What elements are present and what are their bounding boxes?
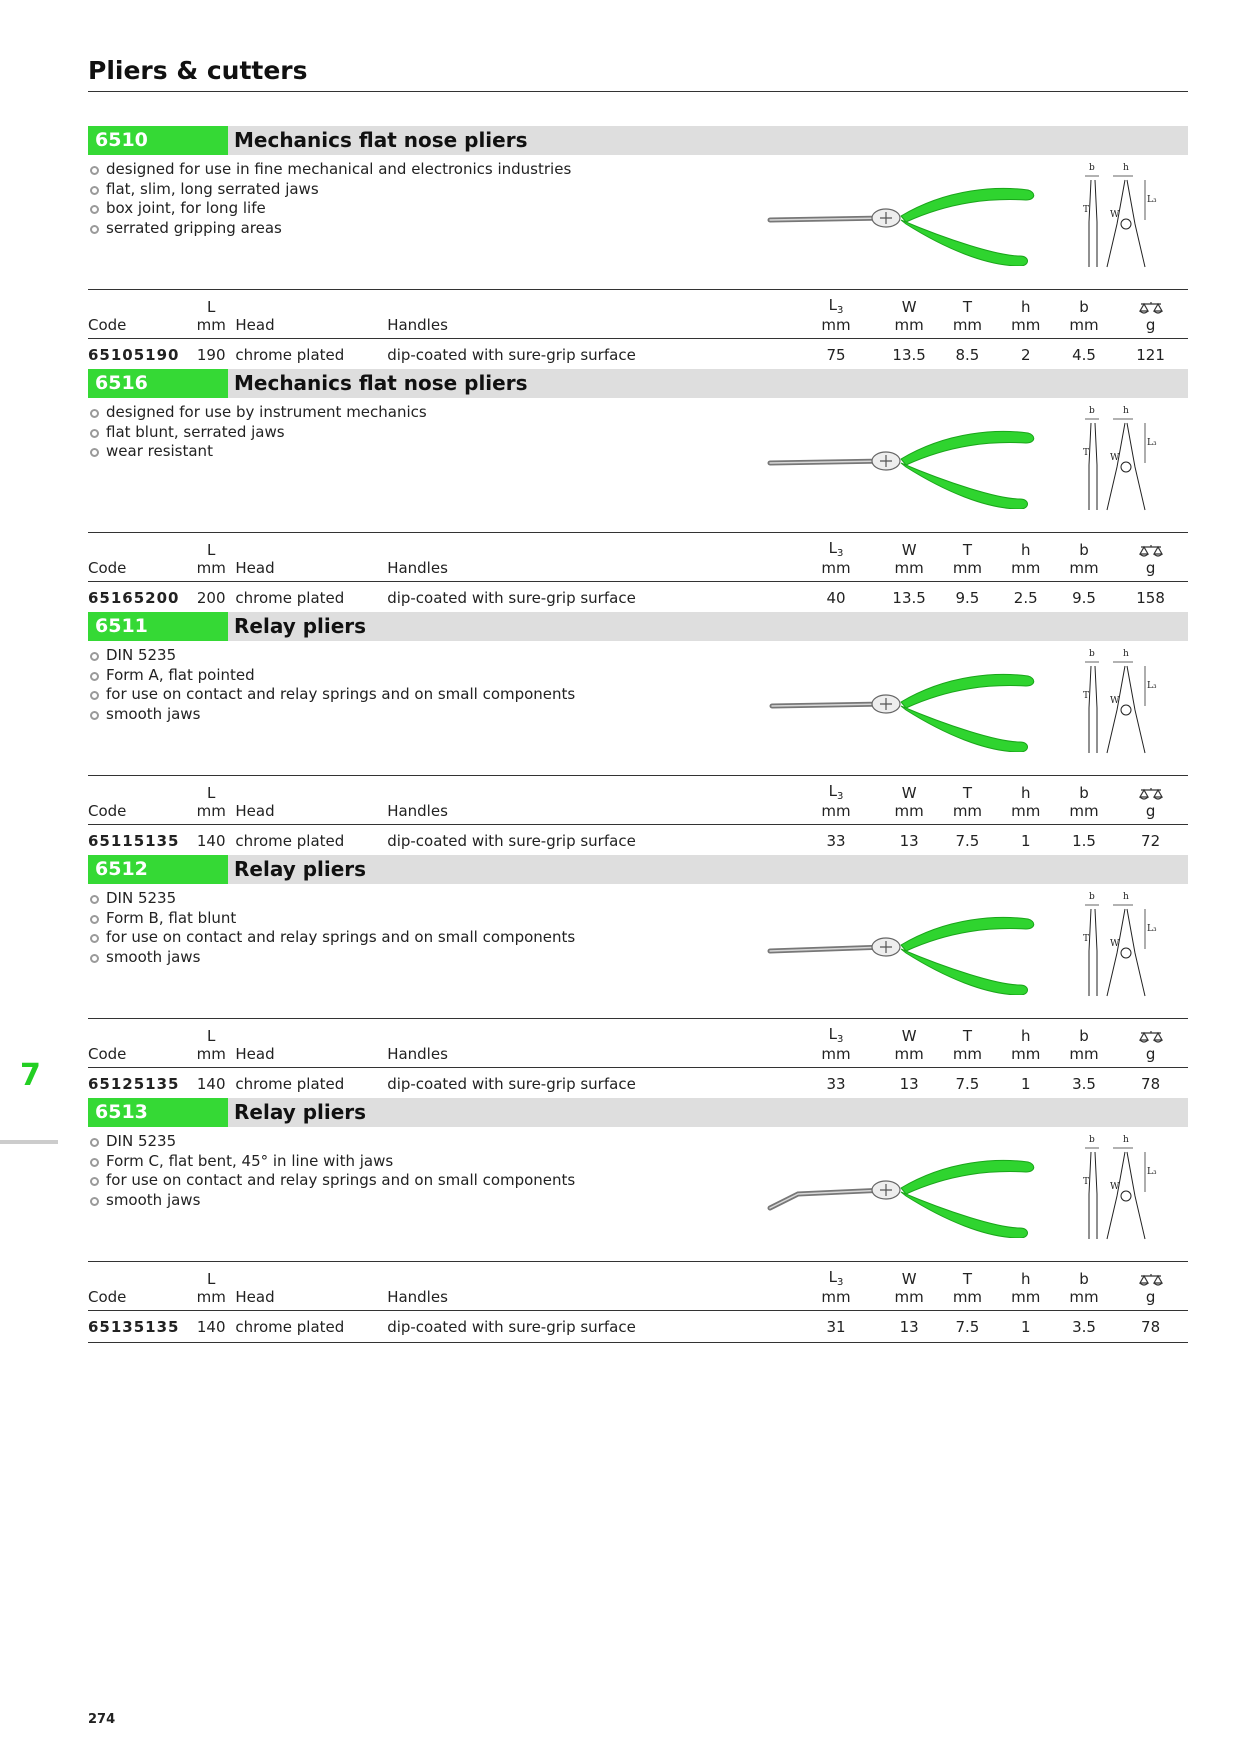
unit-b: mm (1055, 1288, 1113, 1311)
unit-b: mm (1055, 316, 1113, 339)
col-header-handles: Handles (387, 559, 792, 582)
article-number: 6510 (88, 126, 228, 155)
col-header-T: T (938, 776, 996, 803)
feature-item: DIN 5235 (88, 1132, 575, 1152)
table-row (88, 1311, 1188, 1343)
article-code: 65105190 (88, 339, 187, 371)
handle-finish: dip-coated with sure-grip surface (387, 1068, 792, 1100)
article-code: 65165200 (88, 582, 187, 614)
svg-text:T: T (1083, 205, 1090, 215)
scale-icon (1138, 1030, 1164, 1044)
svg-text:h: h (1123, 163, 1129, 173)
col-header-T: T (938, 1019, 996, 1046)
feature-item: smooth jaws (88, 948, 575, 968)
col-header-handles: Handles (387, 1045, 792, 1068)
handle-finish: dip-coated with sure-grip surface (387, 825, 792, 857)
spec-table (88, 1261, 1188, 1343)
b-value: 9.5 (1055, 582, 1113, 614)
svg-text:T: T (1083, 934, 1090, 944)
dimension-diagram (1083, 648, 1188, 760)
weight-value: 158 (1113, 582, 1188, 614)
product-section-6513 (88, 1098, 1188, 1346)
svg-text:b: b (1089, 163, 1095, 173)
weight-value: 78 (1113, 1068, 1188, 1100)
b-value: 3.5 (1055, 1311, 1113, 1343)
article-number: 6516 (88, 369, 228, 398)
chapter-tab-bar (0, 1140, 58, 1144)
col-header-T: T (938, 533, 996, 560)
feature-item: smooth jaws (88, 1191, 575, 1211)
l3-value: 40 (792, 582, 880, 614)
svg-text:L₃: L₃ (1147, 681, 1157, 691)
feature-list (88, 889, 575, 967)
product-title: Relay pliers (234, 857, 367, 881)
svg-text:h: h (1123, 406, 1129, 416)
feature-item: Form A, flat pointed (88, 666, 575, 686)
col-header-W: W (880, 533, 938, 560)
w-value: 13.5 (880, 582, 938, 614)
unit-L: mm (187, 316, 235, 339)
article-code: 65135135 (88, 1311, 187, 1343)
feature-list (88, 646, 575, 724)
feature-item: flat blunt, serrated jaws (88, 423, 427, 443)
pliers-image (758, 1150, 1138, 1238)
feature-item: designed for use by instrument mechanics (88, 403, 427, 423)
col-header-head: Head (235, 559, 387, 582)
svg-text:L₃: L₃ (1147, 195, 1157, 205)
svg-text:W: W (1110, 453, 1120, 463)
t-value: 7.5 (938, 1068, 996, 1100)
unit-W: mm (880, 1288, 938, 1311)
svg-text:W: W (1110, 939, 1120, 949)
col-header-h: h (997, 533, 1055, 560)
head-finish: chrome plated (235, 582, 387, 614)
col-header-weight (1113, 1019, 1188, 1046)
product-section-6511 (88, 612, 1188, 860)
feature-list (88, 1132, 575, 1210)
section-header (88, 855, 1188, 884)
table-row (88, 339, 1188, 371)
unit-L: mm (187, 559, 235, 582)
unit-weight: g (1113, 1045, 1188, 1068)
svg-text:W: W (1110, 1182, 1120, 1192)
col-header-b: b (1055, 1262, 1113, 1289)
svg-text:T: T (1083, 1177, 1090, 1187)
length-value: 140 (187, 1311, 235, 1343)
t-value: 8.5 (938, 339, 996, 371)
col-header-head: Head (235, 1288, 387, 1311)
handle-finish: dip-coated with sure-grip surface (387, 339, 792, 371)
col-header-L: L (187, 533, 235, 560)
weight-value: 72 (1113, 825, 1188, 857)
length-value: 140 (187, 1068, 235, 1100)
unit-weight: g (1113, 1288, 1188, 1311)
feature-item: designed for use in fine mechanical and electronics industries (88, 160, 571, 180)
pliers-image (758, 178, 1138, 266)
scale-icon (1138, 1273, 1164, 1287)
unit-L3: mm (792, 1288, 880, 1311)
col-header-handles: Handles (387, 316, 792, 339)
t-value: 9.5 (938, 582, 996, 614)
page-number: 274 (88, 1712, 116, 1727)
unit-L: mm (187, 802, 235, 825)
feature-item: Form C, flat bent, 45° in line with jaws (88, 1152, 575, 1172)
unit-weight: g (1113, 559, 1188, 582)
product-title: Relay pliers (234, 614, 367, 638)
scale-icon (1138, 787, 1164, 801)
unit-weight: g (1113, 802, 1188, 825)
product-section-6516 (88, 369, 1188, 617)
svg-text:h: h (1123, 892, 1129, 902)
unit-h: mm (997, 1288, 1055, 1311)
pliers-image (758, 421, 1138, 509)
col-header-L: L (187, 1262, 235, 1289)
col-header-L3: $L_3$ (792, 1019, 880, 1046)
col-header-L: L (187, 290, 235, 317)
spec-table (88, 532, 1188, 614)
feature-list (88, 403, 427, 462)
scale-icon (1138, 301, 1164, 315)
feature-item: DIN 5235 (88, 646, 575, 666)
h-value: 2.5 (997, 582, 1055, 614)
col-header-L3: $L_3$ (792, 533, 880, 560)
unit-h: mm (997, 802, 1055, 825)
unit-b: mm (1055, 802, 1113, 825)
col-header-code: Code (88, 1288, 187, 1311)
b-value: 3.5 (1055, 1068, 1113, 1100)
feature-item: wear resistant (88, 442, 427, 462)
l3-value: 33 (792, 1068, 880, 1100)
unit-L3: mm (792, 559, 880, 582)
chapter-number: 7 (20, 1058, 41, 1093)
head-finish: chrome plated (235, 1311, 387, 1343)
svg-text:L₃: L₃ (1147, 1167, 1157, 1177)
col-header-h: h (997, 290, 1055, 317)
col-header-b: b (1055, 1019, 1113, 1046)
t-value: 7.5 (938, 1311, 996, 1343)
feature-list (88, 160, 571, 238)
svg-text:b: b (1089, 406, 1095, 416)
svg-text:b: b (1089, 892, 1095, 902)
col-header-L: L (187, 776, 235, 803)
section-header (88, 612, 1188, 641)
w-value: 13 (880, 825, 938, 857)
unit-W: mm (880, 559, 938, 582)
l3-value: 33 (792, 825, 880, 857)
unit-b: mm (1055, 1045, 1113, 1068)
col-header-weight (1113, 290, 1188, 317)
length-value: 140 (187, 825, 235, 857)
h-value: 1 (997, 1311, 1055, 1343)
feature-item: Form B, flat blunt (88, 909, 575, 929)
unit-L: mm (187, 1045, 235, 1068)
col-header-h: h (997, 776, 1055, 803)
unit-W: mm (880, 1045, 938, 1068)
unit-b: mm (1055, 559, 1113, 582)
table-row (88, 1068, 1188, 1100)
unit-T: mm (938, 316, 996, 339)
pliers-image (758, 664, 1138, 752)
svg-text:h: h (1123, 1135, 1129, 1145)
col-header-h: h (997, 1262, 1055, 1289)
weight-value: 78 (1113, 1311, 1188, 1343)
svg-text:L₃: L₃ (1147, 438, 1157, 448)
feature-item: serrated gripping areas (88, 219, 571, 239)
handle-finish: dip-coated with sure-grip surface (387, 1311, 792, 1343)
col-header-h: h (997, 1019, 1055, 1046)
scale-icon (1138, 544, 1164, 558)
feature-item: flat, slim, long serrated jaws (88, 180, 571, 200)
w-value: 13 (880, 1311, 938, 1343)
unit-L: mm (187, 1288, 235, 1311)
title-rule (88, 91, 1188, 92)
col-header-W: W (880, 1019, 938, 1046)
l3-value: 31 (792, 1311, 880, 1343)
head-finish: chrome plated (235, 825, 387, 857)
col-header-T: T (938, 1262, 996, 1289)
col-header-weight (1113, 533, 1188, 560)
col-header-code: Code (88, 316, 187, 339)
unit-W: mm (880, 316, 938, 339)
feature-item: smooth jaws (88, 705, 575, 725)
svg-text:T: T (1083, 448, 1090, 458)
h-value: 2 (997, 339, 1055, 371)
pliers-image (758, 907, 1138, 995)
col-header-L3: $L_3$ (792, 776, 880, 803)
svg-text:W: W (1110, 696, 1120, 706)
svg-text:b: b (1089, 1135, 1095, 1145)
col-header-weight (1113, 776, 1188, 803)
section-header (88, 369, 1188, 398)
svg-text:W: W (1110, 210, 1120, 220)
col-header-code: Code (88, 802, 187, 825)
unit-L3: mm (792, 316, 880, 339)
t-value: 7.5 (938, 825, 996, 857)
unit-h: mm (997, 316, 1055, 339)
feature-item: for use on contact and relay springs and on small components (88, 685, 575, 705)
unit-weight: g (1113, 316, 1188, 339)
col-header-L3: $L_3$ (792, 1262, 880, 1289)
length-value: 200 (187, 582, 235, 614)
col-header-head: Head (235, 1045, 387, 1068)
b-value: 4.5 (1055, 339, 1113, 371)
h-value: 1 (997, 825, 1055, 857)
l3-value: 75 (792, 339, 880, 371)
dimension-diagram (1083, 891, 1188, 1003)
product-section-6512 (88, 855, 1188, 1103)
col-header-T: T (938, 290, 996, 317)
w-value: 13 (880, 1068, 938, 1100)
page-title: Pliers & cutters (88, 56, 308, 85)
col-header-head: Head (235, 316, 387, 339)
product-title: Mechanics flat nose pliers (234, 128, 528, 152)
product-section-6510 (88, 126, 1188, 374)
feature-item: for use on contact and relay springs and on small components (88, 1171, 575, 1191)
col-header-W: W (880, 776, 938, 803)
article-number: 6511 (88, 612, 228, 641)
head-finish: chrome plated (235, 1068, 387, 1100)
dimension-diagram (1083, 405, 1188, 517)
dimension-diagram (1083, 162, 1188, 274)
section-header (88, 1098, 1188, 1127)
w-value: 13.5 (880, 339, 938, 371)
product-title: Mechanics flat nose pliers (234, 371, 528, 395)
col-header-L: L (187, 1019, 235, 1046)
length-value: 190 (187, 339, 235, 371)
unit-L3: mm (792, 802, 880, 825)
col-header-handles: Handles (387, 802, 792, 825)
unit-T: mm (938, 802, 996, 825)
col-header-code: Code (88, 559, 187, 582)
article-code: 65115135 (88, 825, 187, 857)
table-row (88, 582, 1188, 614)
unit-T: mm (938, 1045, 996, 1068)
feature-item: box joint, for long life (88, 199, 571, 219)
unit-L3: mm (792, 1045, 880, 1068)
col-header-code: Code (88, 1045, 187, 1068)
svg-text:b: b (1089, 649, 1095, 659)
svg-text:h: h (1123, 649, 1129, 659)
col-header-W: W (880, 290, 938, 317)
unit-h: mm (997, 559, 1055, 582)
unit-T: mm (938, 559, 996, 582)
feature-item: for use on contact and relay springs and on small components (88, 928, 575, 948)
col-header-weight (1113, 1262, 1188, 1289)
table-row (88, 825, 1188, 857)
unit-h: mm (997, 1045, 1055, 1068)
col-header-head: Head (235, 802, 387, 825)
col-header-b: b (1055, 290, 1113, 317)
product-title: Relay pliers (234, 1100, 367, 1124)
weight-value: 121 (1113, 339, 1188, 371)
article-code: 65125135 (88, 1068, 187, 1100)
handle-finish: dip-coated with sure-grip surface (387, 582, 792, 614)
spec-table (88, 1018, 1188, 1100)
spec-table (88, 775, 1188, 857)
svg-text:L₃: L₃ (1147, 924, 1157, 934)
col-header-b: b (1055, 776, 1113, 803)
h-value: 1 (997, 1068, 1055, 1100)
unit-W: mm (880, 802, 938, 825)
head-finish: chrome plated (235, 339, 387, 371)
dimension-diagram (1083, 1134, 1188, 1246)
col-header-handles: Handles (387, 1288, 792, 1311)
col-header-b: b (1055, 533, 1113, 560)
col-header-L3: $L_3$ (792, 290, 880, 317)
feature-item: DIN 5235 (88, 889, 575, 909)
article-number: 6513 (88, 1098, 228, 1127)
unit-T: mm (938, 1288, 996, 1311)
svg-text:T: T (1083, 691, 1090, 701)
spec-table (88, 289, 1188, 371)
b-value: 1.5 (1055, 825, 1113, 857)
article-number: 6512 (88, 855, 228, 884)
col-header-W: W (880, 1262, 938, 1289)
section-header (88, 126, 1188, 155)
